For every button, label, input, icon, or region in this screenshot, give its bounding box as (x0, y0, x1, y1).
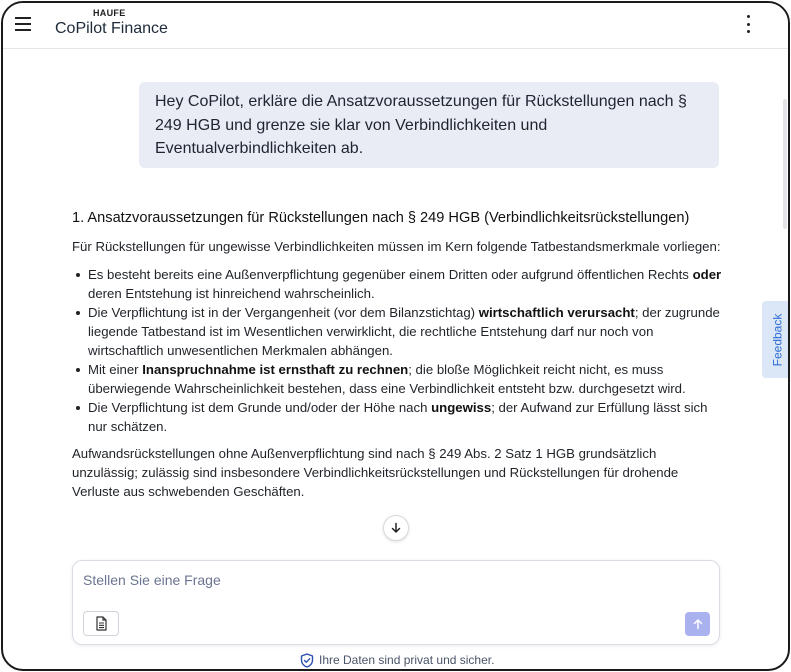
list-item (72, 265, 722, 303)
answer-intro: Für Rückstellungen für ungewisse Verbindlichkeiten müssen im Kern folgende Tatbestandsmerkmale vorliegen: (72, 239, 721, 254)
bullet-text: deren Entstehung ist hinreichend wahrscheinlich. (88, 286, 375, 301)
message-composer (72, 560, 720, 645)
bullet-bold: ungewiss (431, 400, 492, 415)
scroll-to-bottom-button[interactable] (383, 515, 409, 541)
brand-haufe: HAUFE (93, 8, 126, 18)
question-input[interactable] (83, 569, 683, 591)
bullet-text: Es besteht bereits eine Außenverpflichtung gegenüber einem Dritten oder aufgrund öffentlichen Rechts (88, 267, 693, 282)
answer-heading: 1. Ansatzvoraussetzungen für Rückstellungen nach § 249 HGB (Verbindlichkeitsrückstellungen) (72, 210, 690, 226)
feedback-label: Feedback (770, 313, 785, 366)
bullet-text: Mit einer (88, 362, 143, 377)
bullet-text: Die Verpflichtung ist dem Grunde und/oder der Höhe nach (88, 400, 432, 415)
kebab-more-icon[interactable] (744, 15, 752, 33)
shield-check-icon (300, 653, 314, 668)
bullet-bold: Inanspruchnahme ist ernsthaft zu rechnen (142, 362, 409, 377)
list-item (72, 360, 722, 398)
bullet-text: ; der Aufwand zur Erfüllung lässt sich nur schätzen. (88, 400, 708, 434)
bullet-bold: oder (692, 267, 722, 282)
answer-closing: Aufwandsrückstellungen ohne Außenverpflichtung sind nach § 249 Abs. 2 Satz 1 HGB grundsätzlich unzulässig; zulässig sind insbesondere Verbindlichkeitsrückstellungen und Rückstellungen für drohende Verluste aus schwebenden Geschäften. (72, 446, 679, 499)
document-icon (95, 616, 108, 631)
send-button[interactable] (685, 612, 710, 636)
app-window (1, 1, 790, 671)
user-message-bubble: Hey CoPilot, erkläre die Ansatzvoraussetzungen für Rückstellungen nach § 249 HGB und grenze sie klar von Verbindlichkeiten und Eventualverbindlichkeiten ab. (139, 82, 719, 168)
bullet-text: Die Verpflichtung ist in der Vergangenheit (vor dem Bilanzstichtag) (88, 305, 479, 320)
bullet-text: ; der zugrunde liegende Tatbestand ist im Wesentlichen verwirklicht, die rechtliche Entstehung darf nur noch von wirtschaftlich unwesentlichen Merkmalen abhängen. (88, 305, 720, 358)
app-header (3, 3, 788, 49)
arrow-up-icon (692, 618, 704, 630)
bullet-bold: wirtschaftlich verursacht (478, 305, 635, 320)
bullet-text: ; die bloße Möglichkeit reicht nicht, es muss überwiegende Wahrscheinlichkeit bestehen, dass eine Verbindlichkeit entsteht bzw. durchgesetzt wird. (88, 362, 686, 396)
attach-document-button[interactable] (83, 611, 119, 636)
app-title: CoPilot Finance (55, 20, 168, 37)
scrollbar-thumb[interactable] (783, 99, 787, 229)
hamburger-menu-icon[interactable] (13, 14, 35, 34)
answer-bullet-list (72, 265, 722, 436)
feedback-tab[interactable] (762, 301, 790, 378)
privacy-note (300, 652, 494, 668)
arrow-down-icon (390, 522, 402, 534)
list-item (72, 398, 722, 436)
assistant-answer (72, 208, 722, 510)
privacy-text: Ihre Daten sind privat und sicher. (319, 653, 495, 667)
list-item (72, 303, 722, 360)
